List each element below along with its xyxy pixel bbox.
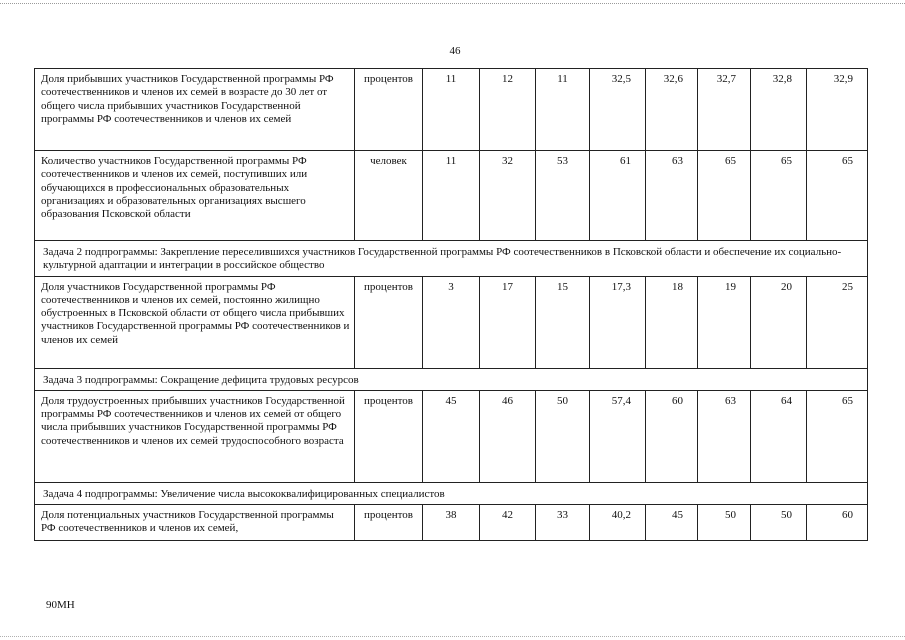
- indicator-unit: процентов: [355, 69, 423, 151]
- task-row: [35, 241, 868, 277]
- value-cell: 11: [423, 151, 480, 241]
- indicator-name: Доля участников Государственной программы РФ соотечественников и членов их семей, постоянно жилищно обустроенных в Псковской области от общего числа прибывших участников Государственной программы РФ соотечественников и членов их семей: [35, 276, 355, 368]
- task-row: [35, 368, 868, 390]
- value-cell: 32: [480, 151, 536, 241]
- value-cell: 42: [480, 505, 536, 541]
- value-cell: 46: [480, 390, 536, 482]
- indicator-name: Доля трудоустроенных прибывших участников Государственной программы РФ соотечественников и членов их семей от общего числа прибывших участников Государственной программы РФ соотечественников и членов их семей трудоспособного возраста: [35, 390, 355, 482]
- value-cell: 63: [646, 151, 698, 241]
- value-cell: 38: [423, 505, 480, 541]
- value-cell: 33: [536, 505, 590, 541]
- value-cell: 15: [536, 276, 590, 368]
- table-row: [35, 69, 868, 151]
- table-row: [35, 390, 868, 482]
- table-row: [35, 151, 868, 241]
- footer-code: 90МН: [46, 599, 75, 611]
- value-cell: 61: [590, 151, 646, 241]
- value-cell: 11: [536, 69, 590, 151]
- value-cell: 65: [807, 390, 868, 482]
- value-cell: 25: [807, 276, 868, 368]
- indicator-unit: человек: [355, 151, 423, 241]
- value-cell: 57,4: [590, 390, 646, 482]
- value-cell: 32,7: [698, 69, 751, 151]
- task-heading: Задача 3 подпрограммы: Сокращение дефицита трудовых ресурсов: [35, 368, 868, 390]
- value-cell: 18: [646, 276, 698, 368]
- indicator-name: Доля прибывших участников Государственной программы РФ соотечественников и членов их семей в возрасте до 30 лет от общего числа прибывших участников Государственной программы РФ соотечественников и членов их семей: [35, 69, 355, 151]
- value-cell: 20: [751, 276, 807, 368]
- value-cell: 50: [751, 505, 807, 541]
- value-cell: 53: [536, 151, 590, 241]
- scan-edge-top: [0, 3, 905, 4]
- table-row: [35, 276, 868, 368]
- value-cell: 32,8: [751, 69, 807, 151]
- value-cell: 60: [807, 505, 868, 541]
- scan-edge-bottom: [0, 636, 905, 637]
- value-cell: 50: [536, 390, 590, 482]
- value-cell: 19: [698, 276, 751, 368]
- value-cell: 45: [423, 390, 480, 482]
- task-heading: Задача 4 подпрограммы: Увеличение числа высококвалифицированных специалистов: [35, 482, 868, 504]
- indicator-name: Доля потенциальных участников Государственной программы РФ соотечественников и членов их семей,: [35, 505, 355, 541]
- value-cell: 32,6: [646, 69, 698, 151]
- value-cell: 17,3: [590, 276, 646, 368]
- value-cell: 45: [646, 505, 698, 541]
- indicators-table: [34, 68, 868, 541]
- value-cell: 50: [698, 505, 751, 541]
- table-row: [35, 505, 868, 541]
- value-cell: 12: [480, 69, 536, 151]
- indicator-unit: процентов: [355, 390, 423, 482]
- indicator-unit: процентов: [355, 276, 423, 368]
- value-cell: 17: [480, 276, 536, 368]
- indicator-unit: процентов: [355, 505, 423, 541]
- value-cell: 40,2: [590, 505, 646, 541]
- task-row: [35, 482, 868, 504]
- value-cell: 32,5: [590, 69, 646, 151]
- value-cell: 32,9: [807, 69, 868, 151]
- value-cell: 3: [423, 276, 480, 368]
- value-cell: 64: [751, 390, 807, 482]
- value-cell: 60: [646, 390, 698, 482]
- task-heading: Задача 2 подпрограммы: Закрепление переселившихся участников Государственной программы РФ соотечественников в Псковской области и обеспечение их социально-культурной адаптации и интеграции в российское общество: [35, 241, 868, 277]
- value-cell: 63: [698, 390, 751, 482]
- page-number: 46: [449, 45, 461, 57]
- indicator-name: Количество участников Государственной программы РФ соотечественников и членов их семей, поступивших или обучающихся в профессиональных образовательных организациях и образовательных организациях высшего образования Псковской области: [35, 151, 355, 241]
- value-cell: 11: [423, 69, 480, 151]
- value-cell: 65: [807, 151, 868, 241]
- value-cell: 65: [698, 151, 751, 241]
- value-cell: 65: [751, 151, 807, 241]
